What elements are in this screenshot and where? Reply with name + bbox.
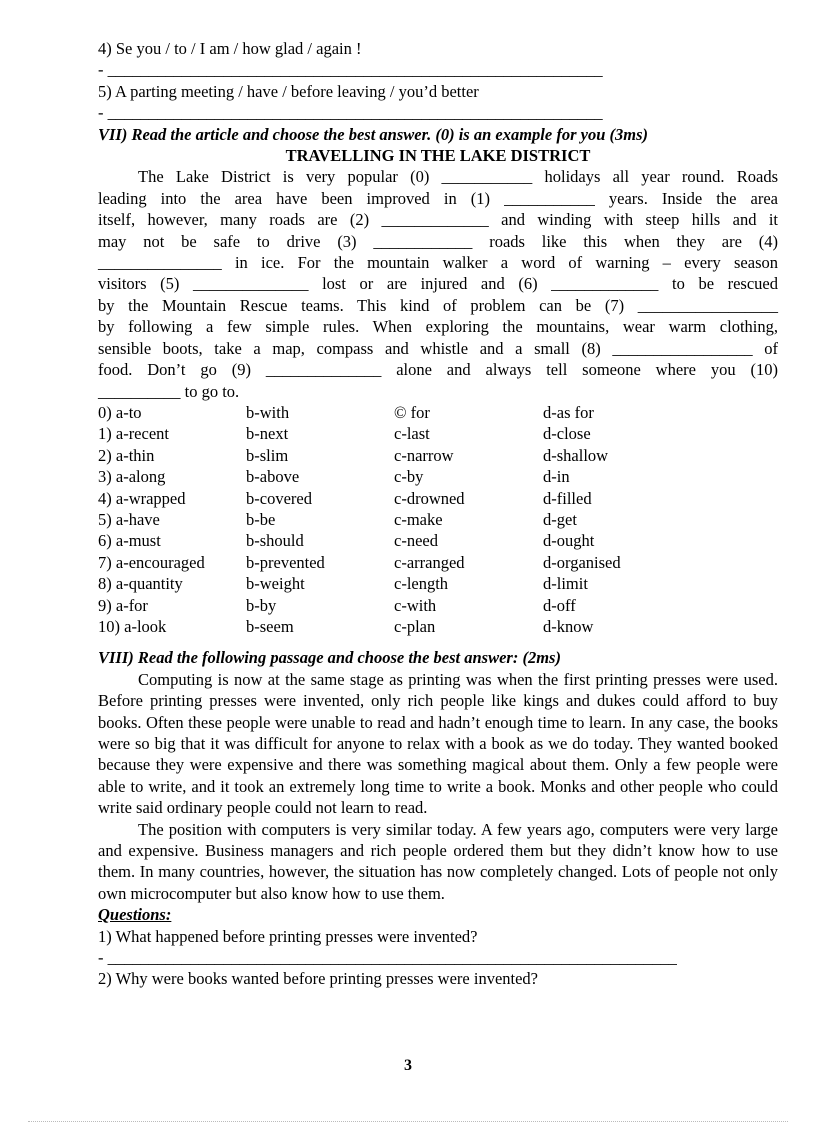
article-text (98, 166, 778, 401)
option-d[interactable]: d-in (543, 467, 570, 487)
worksheet-page (98, 38, 778, 990)
option-c[interactable]: c-narrow (394, 445, 454, 465)
option-a[interactable]: 7) a-encouraged (98, 552, 205, 572)
option-d[interactable]: d-close (543, 424, 591, 444)
article-line: visitors (5) ______________ lost or are injured and (6) _____________ to be rescued (98, 274, 778, 294)
option-c[interactable]: c-arranged (394, 552, 465, 572)
option-b[interactable]: b-should (246, 531, 304, 551)
section-8-heading: VIII) Read the following passage and choose the best answer: (2ms) (98, 648, 561, 668)
option-b[interactable]: b-prevented (246, 552, 325, 572)
option-a[interactable]: 8) a-quantity (98, 574, 183, 594)
option-row (98, 402, 743, 423)
option-row (98, 423, 743, 444)
exercise-item-4: 4) Se you / to / I am / how glad / again ! (98, 39, 362, 58)
option-a[interactable]: 2) a-thin (98, 445, 155, 465)
option-row (98, 552, 743, 573)
option-d[interactable]: d-shallow (543, 445, 609, 465)
option-a[interactable]: 1) a-recent (98, 424, 169, 444)
article-line: may not be safe to drive (3) ____________ roads like this when they are (4) (98, 231, 778, 251)
option-a[interactable]: 6) a-must (98, 531, 161, 551)
option-row (98, 466, 743, 487)
option-b[interactable]: b-be (246, 509, 276, 529)
article-line: by the Mountain Rescue teams. This kind of problem can be (7) _________________ (98, 295, 778, 315)
option-b[interactable]: b-above (246, 467, 300, 487)
option-c[interactable]: c-with (394, 595, 437, 615)
option-c[interactable]: c-plan (394, 616, 436, 636)
article-line: itself, however, many roads are (2) _____________ and winding with steep hills and it (98, 210, 778, 230)
article-line: __________ to go to. (98, 381, 240, 401)
option-a[interactable]: 10) a-look (98, 616, 167, 636)
article-line: food. Don’t go (9) ______________ alone and always tell someone where you (10) (98, 360, 778, 380)
article-line: The Lake District is very popular (0) ___________ holidays all year round. Roads (138, 167, 778, 187)
option-a[interactable]: 4) a-wrapped (98, 488, 186, 508)
page-number: 3 (404, 1057, 412, 1074)
option-d[interactable]: d-off (543, 595, 576, 615)
passage-paragraph-1: Computing is now at the same stage as printing was when the first printing presses were used. Before printing presses were invented, only rich people like kings and dukes could afford to buy books. Often these people were unable to read and hadn’t enough time to learn. In any case, the books were so big that it was difficult for anyone to relax with a book as we do today. They wanted booked because they were expensive and there was something magical about them. Only a few people were able to write, and it took an extremely long time to write a book. Monks and other people who could write said ordinary people could not learn to read. (98, 669, 778, 818)
option-a[interactable]: 5) a-have (98, 509, 160, 529)
option-row (98, 616, 743, 637)
page-footer-divider (28, 1121, 788, 1122)
option-d[interactable]: d-ought (543, 531, 595, 551)
option-c[interactable]: c-need (394, 531, 438, 551)
option-c[interactable]: c-make (394, 509, 443, 529)
section-spacer (98, 637, 778, 647)
question-1: 1) What happened before printing presses were invented? (98, 926, 478, 946)
option-c[interactable]: c-drowned (394, 488, 465, 508)
option-row (98, 530, 743, 551)
option-c[interactable]: c-by (394, 467, 424, 487)
option-c[interactable]: © for (394, 402, 430, 422)
option-b[interactable]: b-weight (246, 574, 305, 594)
option-d[interactable]: d-as for (543, 402, 594, 422)
options-table (98, 402, 743, 637)
section-7-heading: VII) Read the article and choose the best answer. (0) is an example for you (3ms) (98, 124, 648, 144)
passage-paragraph-2: The position with computers is very similar today. A few years ago, computers were very large and expensive. Business managers and rich people ordered them but they didn’t know how to use them. In many countries, however, the situation has now completely changed. Lots of people not only own microcomputer but also know how to use them. (98, 819, 778, 903)
option-row (98, 488, 743, 509)
answer-line-5[interactable]: - ____________________________________________________________ (98, 103, 603, 123)
option-b[interactable]: b-by (246, 595, 277, 615)
article-line: sensible boots, take a map, compass and whistle and a small (8) _________________ of (98, 338, 778, 358)
article-line: leading into the area have been improved in (1) ___________ years. Inside the area (98, 188, 778, 208)
questions-label: Questions: (98, 905, 172, 925)
option-row (98, 509, 743, 530)
option-c[interactable]: c-length (394, 574, 449, 594)
option-d[interactable]: d-know (543, 616, 594, 636)
option-row (98, 573, 743, 594)
answer-line-4[interactable]: - ____________________________________________________________ (98, 60, 603, 80)
option-c[interactable]: c-last (394, 424, 430, 444)
article-title: TRAVELLING IN THE LAKE DISTRICT (285, 146, 591, 166)
exercise-item-5: 5) A parting meeting / have / before leaving / you’d better (98, 81, 479, 101)
option-d[interactable]: d-get (543, 509, 577, 529)
option-b[interactable]: b-with (246, 402, 290, 422)
option-a[interactable]: 9) a-for (98, 595, 148, 615)
option-b[interactable]: b-next (246, 424, 289, 444)
option-d[interactable]: d-limit (543, 574, 588, 594)
option-d[interactable]: d-organised (543, 552, 621, 572)
option-row (98, 445, 743, 466)
option-b[interactable]: b-seem (246, 616, 294, 636)
option-row (98, 595, 743, 616)
article-line: by following a few simple rules. When exploring the mountains, wear warm clothing, (98, 317, 778, 337)
article-line: _______________ in ice. For the mountain walker a word of warning – every season (98, 253, 778, 273)
option-b[interactable]: b-covered (246, 488, 312, 508)
option-a[interactable]: 3) a-along (98, 467, 166, 487)
option-a[interactable]: 0) a-to (98, 402, 142, 422)
option-d[interactable]: d-filled (543, 488, 592, 508)
option-b[interactable]: b-slim (246, 445, 289, 465)
question-2: 2) Why were books wanted before printing presses were invented? (98, 969, 539, 989)
answer-line-q1[interactable]: - _____________________________________________________________________ (98, 948, 677, 968)
